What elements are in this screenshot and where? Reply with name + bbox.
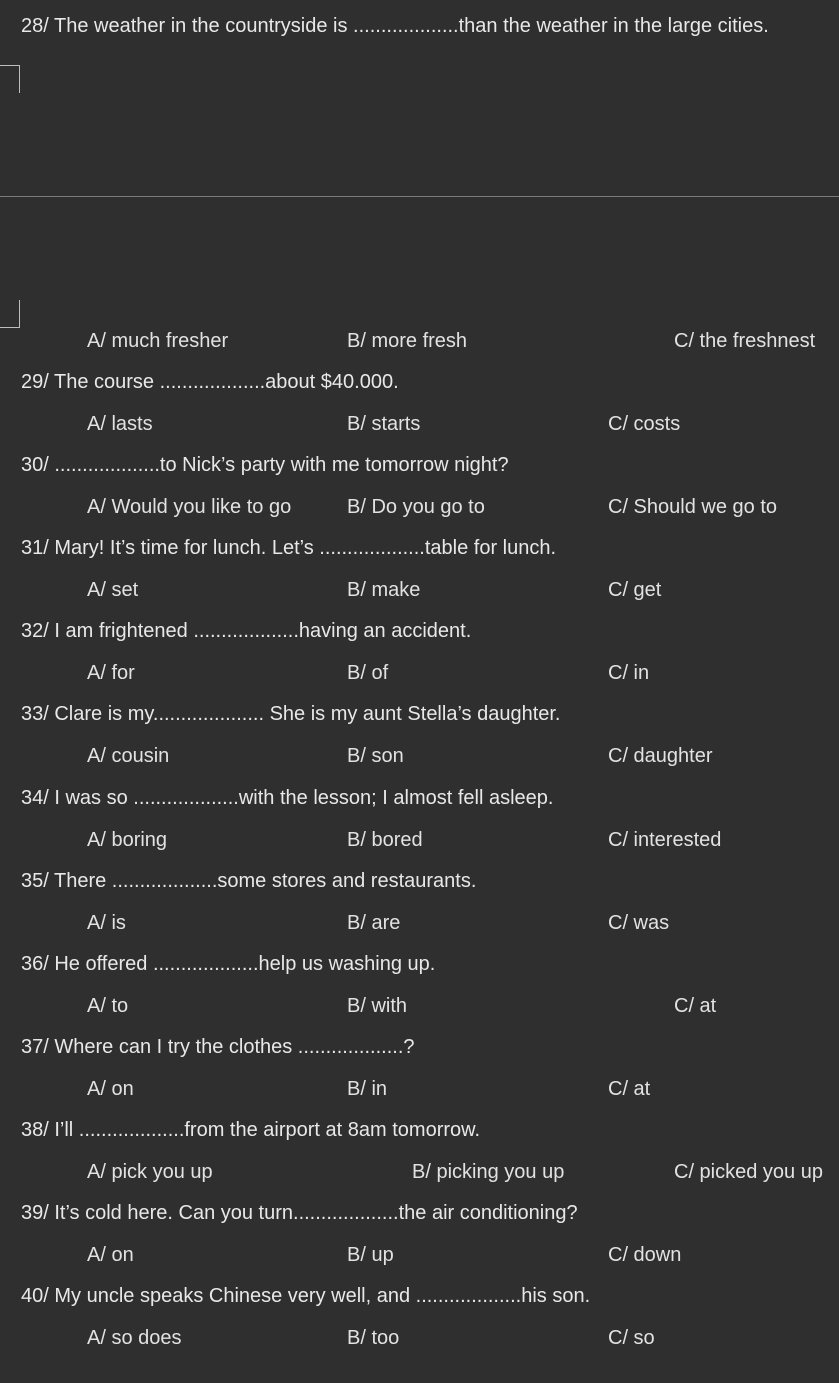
question-40: 40/ My uncle speaks Chinese very well, and ...................his son. <box>21 1285 591 1307</box>
option-32-a: A/ for <box>87 662 135 684</box>
option-40-a: A/ so does <box>87 1327 182 1349</box>
option-31-c: C/ get <box>608 579 662 601</box>
option-32-c: C/ in <box>608 662 650 684</box>
question-34: 34/ I was so ...................with the lesson; I almost fell asleep. <box>21 787 554 809</box>
option-29-a: A/ lasts <box>87 413 153 435</box>
question-30: 30/ ...................to Nick’s party with me tomorrow night? <box>21 454 509 476</box>
option-36-a: A/ to <box>87 995 129 1017</box>
option-32-b: B/ of <box>347 662 389 684</box>
option-38-a: A/ pick you up <box>87 1161 213 1183</box>
option-39-c: C/ down <box>608 1244 682 1266</box>
crop-mark-top <box>0 65 20 93</box>
option-35-b: B/ are <box>347 912 401 934</box>
question-36: 36/ He offered ...................help us washing up. <box>21 953 436 975</box>
option-29-b: B/ starts <box>347 413 421 435</box>
question-37: 37/ Where can I try the clothes ...................? <box>21 1036 415 1058</box>
option-28-c: C/ the freshnest <box>674 330 816 352</box>
option-40-b: B/ too <box>347 1327 400 1349</box>
option-35-a: A/ is <box>87 912 126 934</box>
question-32: 32/ I am frightened ...................having an accident. <box>21 620 472 642</box>
option-33-c: C/ daughter <box>608 745 713 767</box>
option-34-b: B/ bored <box>347 829 423 851</box>
option-33-b: B/ son <box>347 745 404 767</box>
question-29: 29/ The course ...................about $40.000. <box>21 371 399 393</box>
option-39-a: A/ on <box>87 1244 134 1266</box>
option-35-c: C/ was <box>608 912 670 934</box>
option-29-c: C/ costs <box>608 413 681 435</box>
option-37-b: B/ in <box>347 1078 388 1100</box>
option-33-a: A/ cousin <box>87 745 170 767</box>
question-38: 38/ I’ll ...................from the airport at 8am tomorrow. <box>21 1119 481 1141</box>
option-34-a: A/ boring <box>87 829 168 851</box>
question-28: 28/ The weather in the countryside is ...................than the weather in the large cities. <box>21 15 769 37</box>
option-28-a: A/ much fresher <box>87 330 229 352</box>
option-39-b: B/ up <box>347 1244 394 1266</box>
question-39: 39/ It’s cold here. Can you turn...................the air conditioning? <box>21 1202 578 1224</box>
question-33: 33/ Clare is my.................... She is my aunt Stella’s daughter. <box>21 703 561 725</box>
option-28-b: B/ more fresh <box>347 330 468 352</box>
question-31: 31/ Mary! It’s time for lunch. Let’s ...................table for lunch. <box>21 537 557 559</box>
option-30-a: A/ Would you like to go <box>87 496 292 518</box>
option-34-c: C/ interested <box>608 829 722 851</box>
option-36-b: B/ with <box>347 995 408 1017</box>
crop-mark-bottom <box>0 300 20 328</box>
option-36-c: C/ at <box>674 995 717 1017</box>
option-31-a: A/ set <box>87 579 139 601</box>
option-30-b: B/ Do you go to <box>347 496 485 518</box>
option-40-c: C/ so <box>608 1327 655 1349</box>
option-38-b: B/ picking you up <box>412 1161 565 1183</box>
option-38-c: C/ picked you up <box>674 1161 823 1183</box>
page-divider <box>0 196 839 197</box>
option-37-a: A/ on <box>87 1078 134 1100</box>
option-31-b: B/ make <box>347 579 421 601</box>
option-30-c: C/ Should we go to <box>608 496 777 518</box>
question-35: 35/ There ...................some stores and restaurants. <box>21 870 477 892</box>
option-37-c: C/ at <box>608 1078 651 1100</box>
